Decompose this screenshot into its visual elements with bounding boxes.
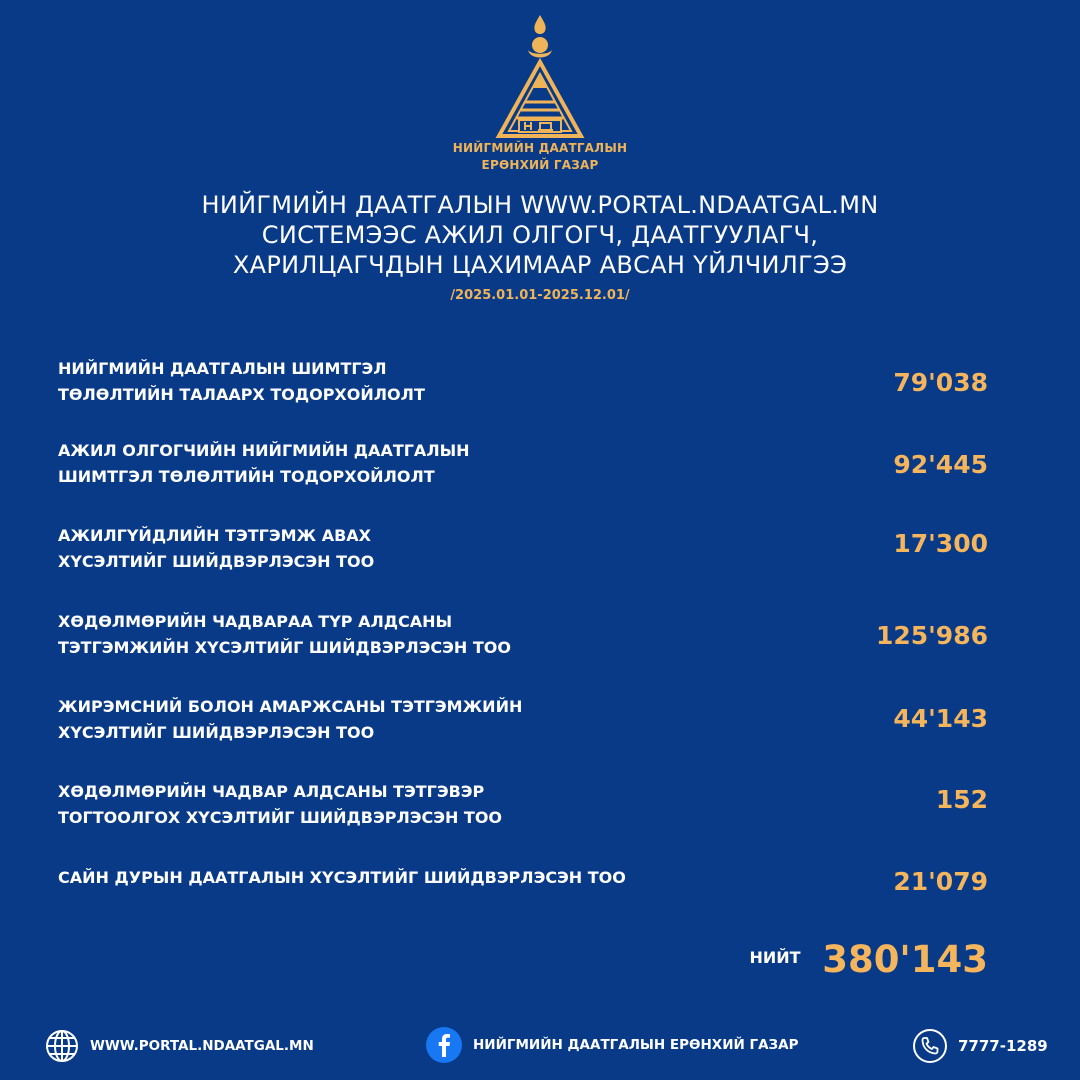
service-row: [58, 438, 988, 498]
service-value: 125'986: [875, 621, 988, 650]
page-title: [0, 190, 1080, 280]
org-name-line2: ЕРӨНХИЙ ГАЗАР: [481, 158, 599, 172]
service-label-line1: АЖИЛГҮЙДЛИЙН ТЭТГЭМЖ АВАХ: [58, 526, 371, 545]
service-value: 17'300: [893, 529, 988, 558]
service-label: [58, 779, 758, 831]
phone-icon: [912, 1028, 948, 1064]
service-label: [58, 694, 758, 746]
footer-website[interactable]: [44, 1028, 314, 1064]
service-label: [58, 609, 758, 661]
service-label-line1: САЙН ДУРЫН ДААТГАЛЫН ХҮСЭЛТИЙГ ШИЙДВЭРЛЭСЭН ТОО: [58, 868, 626, 887]
service-row: [58, 865, 988, 925]
facebook-icon: [425, 1026, 463, 1064]
service-value: 21'079: [893, 867, 988, 896]
service-value: 92'445: [893, 450, 988, 479]
title-line-1: НИЙГМИЙН ДААТГАЛЫН WWW.PORTAL.NDAATGAL.MN: [201, 191, 879, 219]
service-label-line1: НИЙГМИЙН ДААТГАЛЫН ШИМТГЭЛ: [58, 359, 387, 378]
title-line-3: ХАРИЛЦАГЧДЫН ЦАХИМААР АВСАН ҮЙЛЧИЛГЭЭ: [232, 251, 848, 279]
period: /2025.01.01-2025.12.01/: [450, 288, 630, 303]
service-label-line1: АЖИЛ ОЛГОГЧИЙН НИЙГМИЙН ДААТГАЛЫН: [58, 441, 470, 460]
website-link[interactable]: WWW.PORTAL.NDAATGAL.MN: [90, 1038, 314, 1054]
service-label-line1: ЖИРЭМСНИЙ БОЛОН АМАРЖСАНЫ ТЭТГЭМЖИЙН: [58, 697, 523, 716]
service-label-line2: ШИМТГЭЛ ТӨЛӨЛТИЙН ТОДОРХОЙЛОЛТ: [58, 467, 435, 486]
facebook-link[interactable]: НИЙГМИЙН ДААТГАЛЫН ЕРӨНХИЙ ГАЗАР: [473, 1037, 799, 1053]
service-label: [58, 356, 758, 408]
footer-phone[interactable]: [912, 1028, 1048, 1064]
service-row: [58, 356, 988, 416]
soyombo-triangle-logo: [485, 10, 595, 140]
service-label-line2: ТЭТГЭМЖИЙН ХҮСЭЛТИЙГ ШИЙДВЭРЛЭСЭН ТОО: [58, 638, 511, 657]
service-row: [58, 523, 988, 583]
service-value: 79'038: [893, 368, 988, 397]
service-label-line1: ХӨДӨЛМӨРИЙН ЧАДВАРАА ТҮР АЛДСАНЫ: [58, 612, 453, 631]
org-name-line1: НИЙГМИЙН ДААТГАЛЫН: [452, 141, 628, 155]
service-label-line2: ТОГТООЛГОХ ХҮСЭЛТИЙГ ШИЙДВЭРЛЭСЭН ТОО: [58, 808, 503, 827]
footer-facebook[interactable]: [425, 1027, 798, 1063]
service-label: [58, 523, 758, 575]
phone-number[interactable]: 7777-1289: [958, 1037, 1048, 1055]
service-value: 44'143: [893, 704, 988, 733]
globe-icon: [44, 1028, 80, 1064]
total-label: НИЙТ: [749, 948, 801, 967]
service-label: [58, 865, 758, 891]
total-value: 380'143: [822, 938, 988, 981]
service-value: 152: [935, 785, 988, 814]
title-line-2: СИСТЕМЭЭС АЖИЛ ОЛГОГЧ, ДААТГУУЛАГЧ,: [261, 221, 819, 249]
service-label-line2: ХҮСЭЛТИЙГ ШИЙДВЭРЛЭСЭН ТОО: [58, 723, 375, 742]
service-row: [58, 779, 988, 839]
logo: [0, 10, 1080, 174]
service-row: [58, 609, 988, 669]
service-row: [58, 694, 988, 754]
service-label: [58, 438, 758, 490]
service-label-line1: ХӨДӨЛМӨРИЙН ЧАДВАР АЛДСАНЫ ТЭТГЭВЭР: [58, 782, 485, 801]
service-label-line2: ХҮСЭЛТИЙГ ШИЙДВЭРЛЭСЭН ТОО: [58, 552, 375, 571]
service-label-line2: ТӨЛӨЛТИЙН ТАЛААРХ ТОДОРХОЙЛОЛТ: [58, 385, 425, 404]
